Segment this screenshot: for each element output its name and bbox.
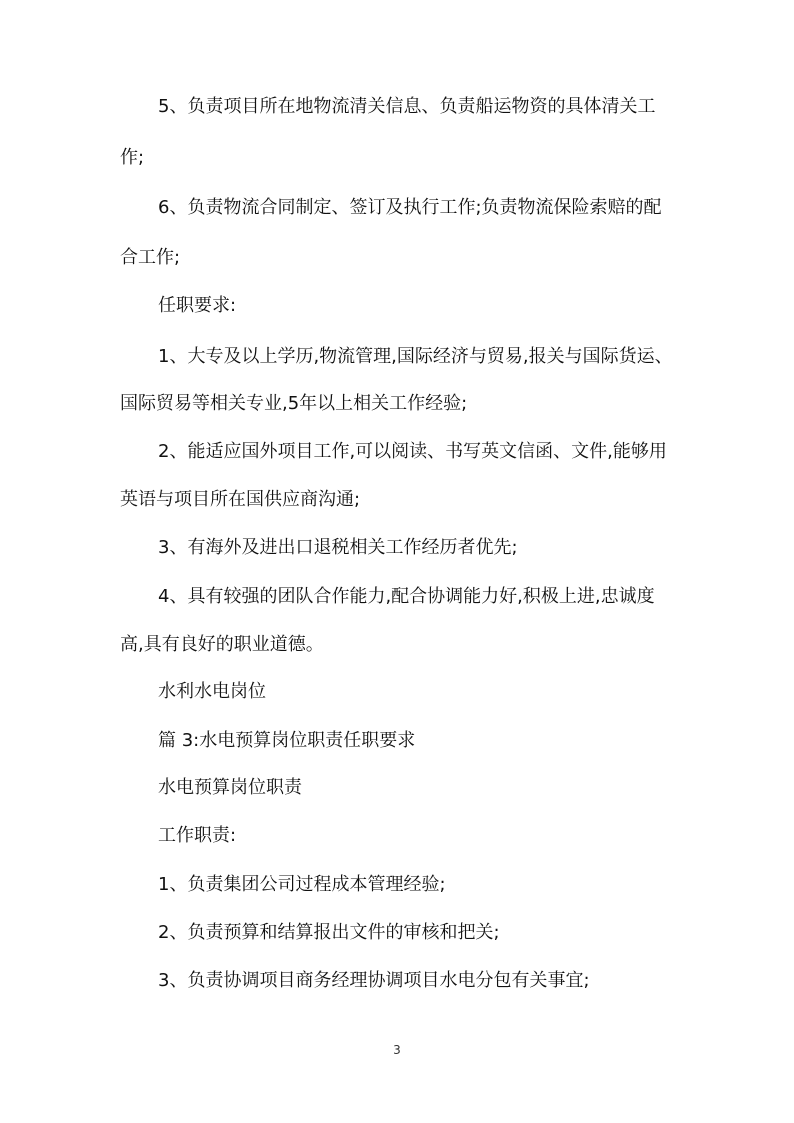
paragraph-line: 6、负责物流合同制定、签订及执行工作;负责物流保险索赔的配	[158, 197, 662, 218]
paragraph-line: 5、负责项目所在地物流清关信息、负责船运物资的具体清关工	[158, 96, 656, 117]
paragraph-line: 4、具有较强的团队合作能力,配合协调能力好,积极上进,忠诚度	[158, 586, 655, 607]
section-heading: 水电预算岗位职责	[158, 777, 302, 798]
paragraph-line: 2、负责预算和结算报出文件的审核和把关;	[158, 922, 500, 943]
paragraph-line: 2、能适应国外项目工作,可以阅读、书写英文信函、文件,能够用	[158, 441, 667, 462]
paragraph-line: 合工作;	[120, 247, 181, 268]
section-heading: 任职要求:	[158, 295, 237, 316]
section-heading: 水利水电岗位	[158, 681, 266, 702]
section-heading: 工作职责:	[158, 825, 237, 846]
paragraph-line: 1、大专及以上学历,物流管理,国际经济与贸易,报关与国际货运、	[158, 346, 673, 367]
paragraph-line: 1、负责集团公司过程成本管理经验;	[158, 874, 446, 895]
paragraph-line: 英语与项目所在国供应商沟通;	[120, 489, 361, 510]
paragraph-line: 国际贸易等相关专业,5年以上相关工作经验;	[120, 393, 468, 414]
article-title: 篇 3:水电预算岗位职责任职要求	[158, 730, 416, 751]
paragraph-line: 作;	[120, 147, 145, 168]
paragraph-line: 高,具有良好的职业道德。	[120, 634, 324, 655]
page-number: 3	[393, 1043, 401, 1057]
paragraph-line: 3、有海外及进出口退税相关工作经历者优先;	[158, 537, 518, 558]
paragraph-line: 3、负责协调项目商务经理协调项目水电分包有关事宜;	[158, 970, 590, 991]
